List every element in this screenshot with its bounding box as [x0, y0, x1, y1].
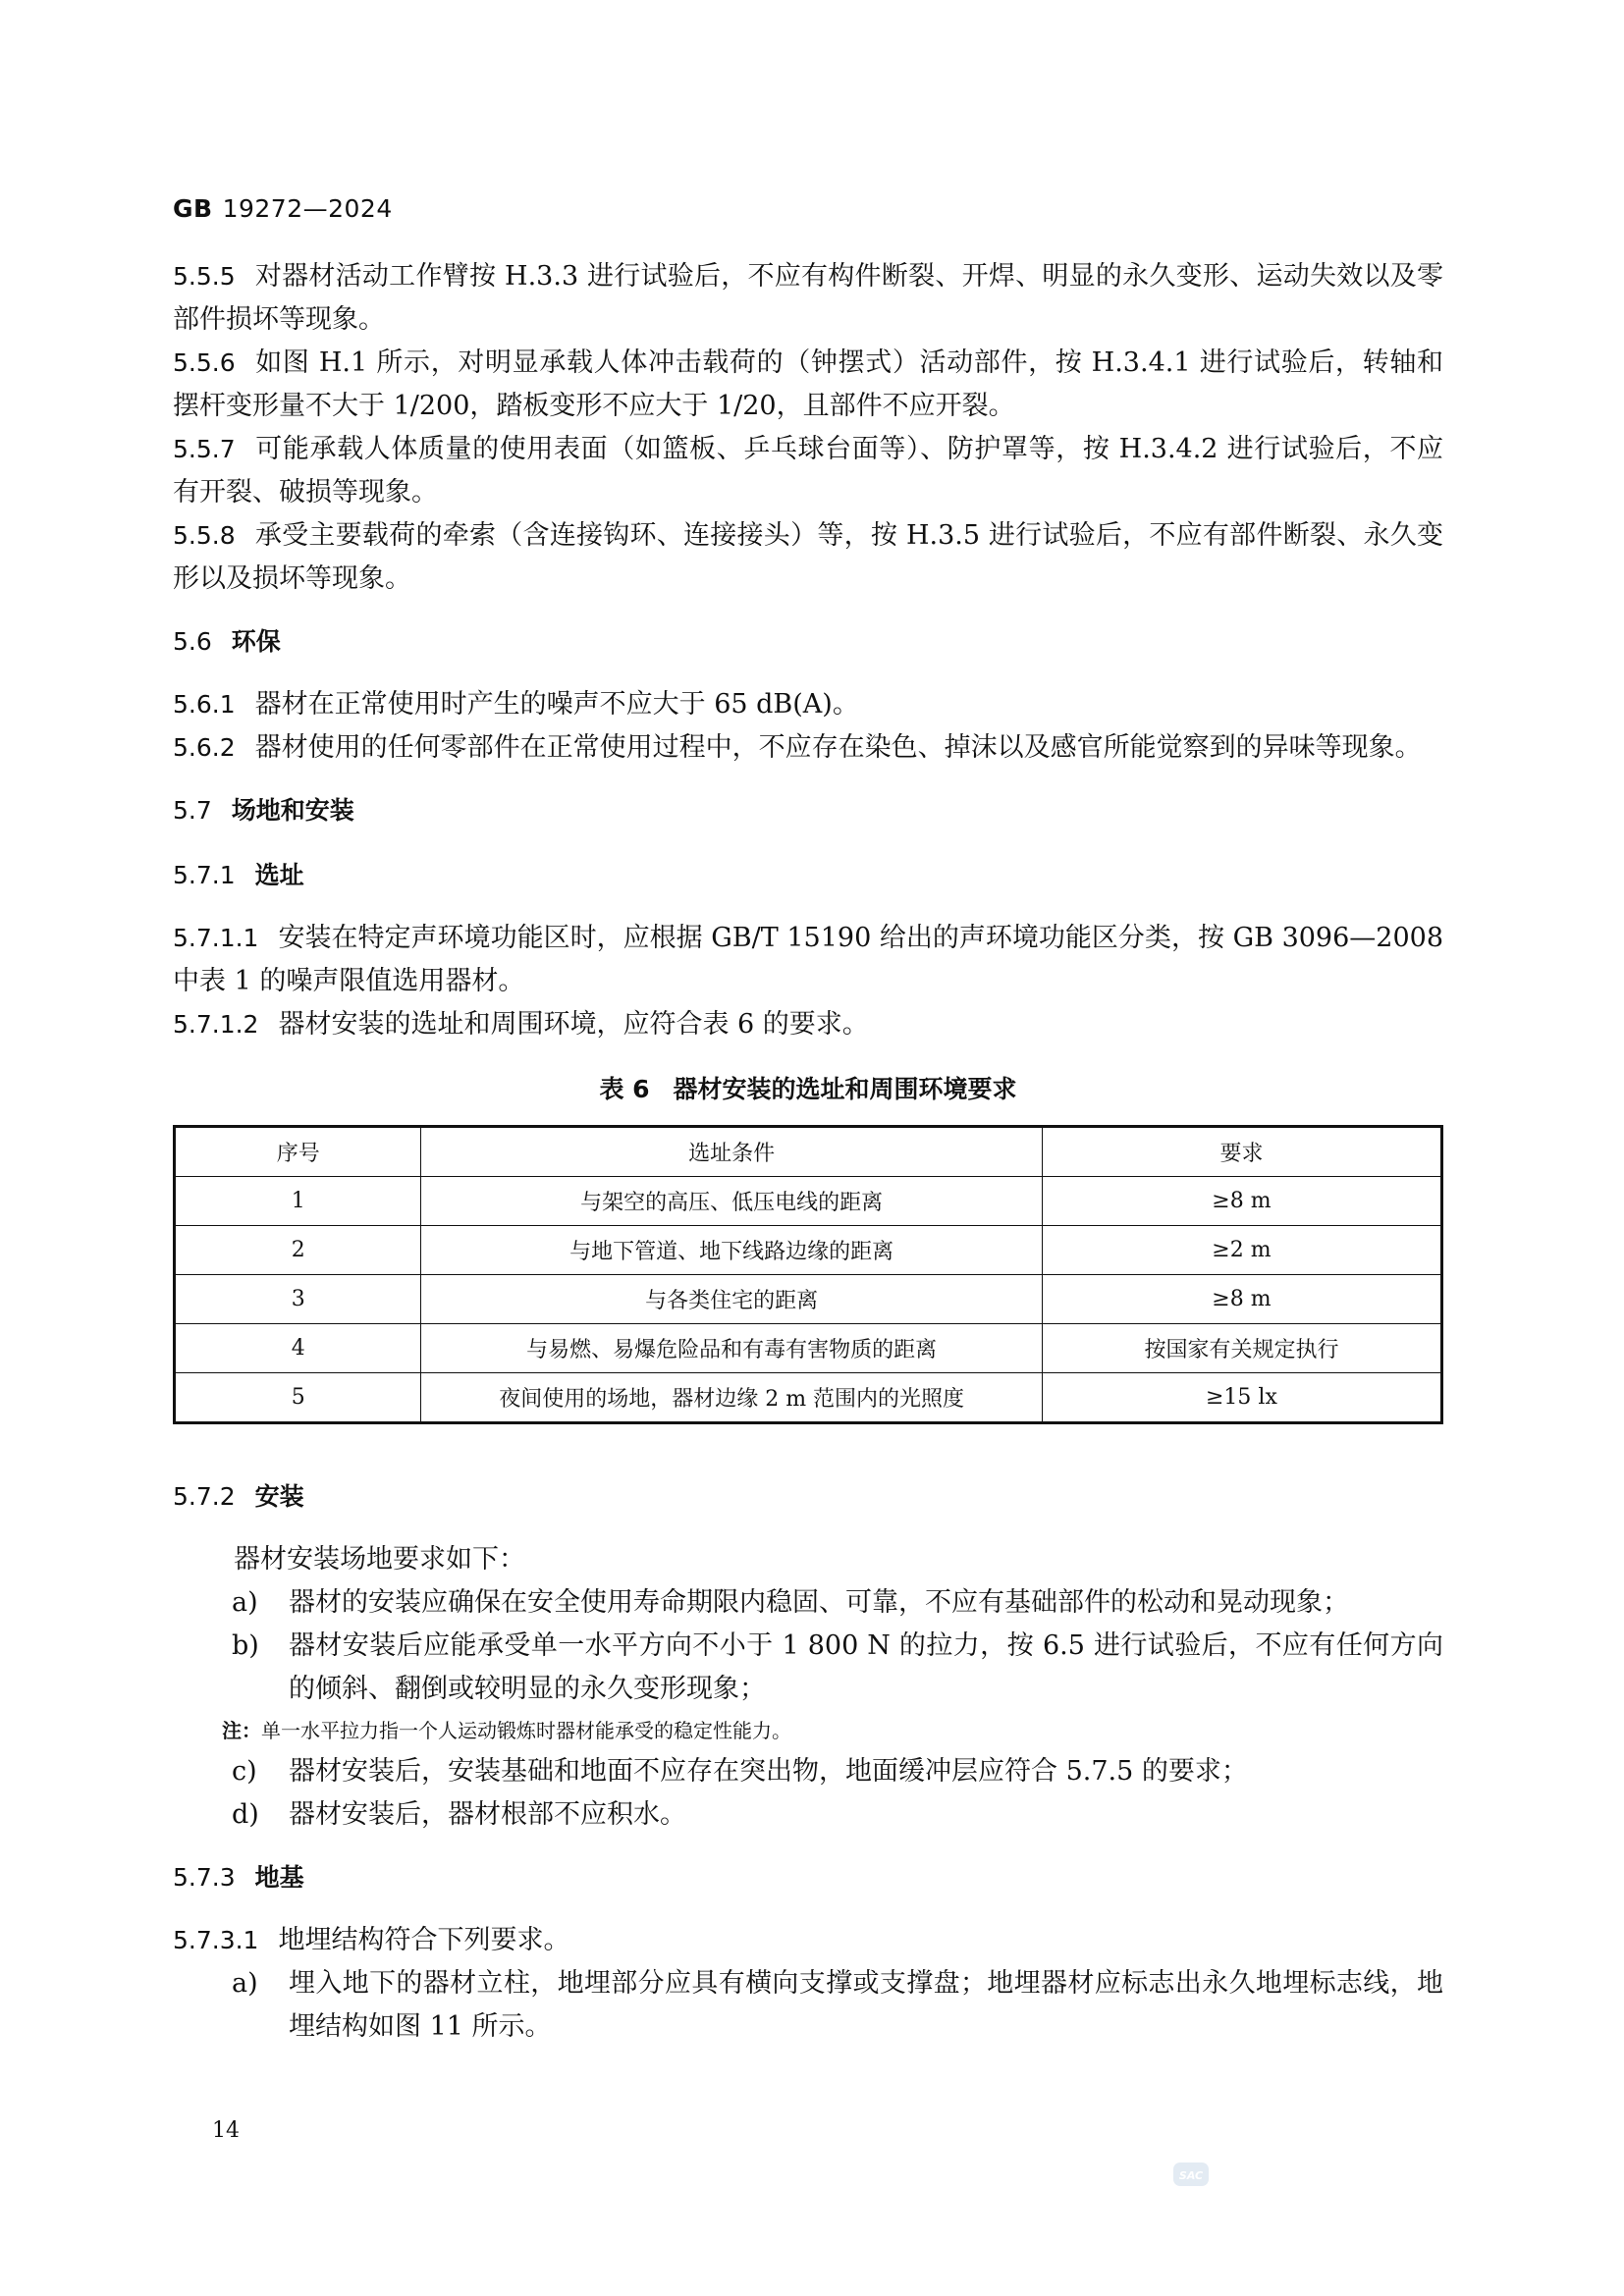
standard-prefix: GB — [173, 194, 213, 223]
table-row — [175, 1275, 1442, 1324]
table-cell: 夜间使用的场地，器材边缘 2 m 范围内的光照度 — [421, 1373, 1042, 1423]
section-5-7-2-heading: 5.7.2 安装 — [173, 1482, 304, 1511]
clause-5-5-5: 5.5.5 对器材活动工作臂按 H.3.3 进行试验后，不应有构件断裂、开焊、明显的永久变形、运动失效以及零部件损坏等现象。 — [173, 261, 1443, 335]
table-6-caption: 表 6 器材安装的选址和周围环境要求 — [599, 1075, 1017, 1103]
table-cell: 与地下管道、地下线路边缘的距离 — [421, 1226, 1042, 1275]
table-cell: ≥8 m — [1042, 1275, 1441, 1324]
table-cell: 按国家有关规定执行 — [1042, 1324, 1441, 1373]
clause-5-5-6: 5.5.6 如图 H.1 所示，对明显承载人体冲击载荷的（钟摆式）活动部件，按 H.3.4.1 进行试验后，转轴和摆杆变形量不大于 1/200，踏板变形不应大于 1/20，且部件不应开裂。 — [173, 347, 1443, 421]
table-cell: ≥2 m — [1042, 1226, 1441, 1275]
install-note: 注：单一水平拉力指一个人运动锻炼时器材能承受的稳定性能力。 — [222, 1719, 791, 1742]
clause-5-6-1: 5.6.1 器材在正常使用时产生的噪声不应大于 65 dB(A)。 — [173, 689, 859, 720]
table-cell: 与架空的高压、低压电线的距离 — [421, 1177, 1042, 1226]
standard-code: 19272—2024 — [222, 194, 393, 223]
section-5-7-heading: 5.7 场地和安装 — [173, 796, 354, 825]
table-cell: 4 — [175, 1324, 421, 1373]
clause-5-7-1-1: 5.7.1.1 安装在特定声环境功能区时，应根据 GB/T 15190 给出的声环境功能区分类，按 GB 3096—2008 中表 1 的噪声限值选用器材。 — [173, 923, 1443, 996]
install-intro: 器材安装场地要求如下： — [234, 1544, 525, 1575]
clause-5-6-2: 5.6.2 器材使用的任何零部件在正常使用过程中，不应存在染色、掉沫以及感官所能觉察到的异味等现象。 — [173, 732, 1422, 763]
list-item-b: b) 器材安装后应能承受单一水平方向不小于 1 800 N 的拉力，按 6.5 进行试验后，不应有任何方向的倾斜、翻倒或较明显的永久变形现象； — [232, 1630, 1443, 1704]
table-row — [175, 1373, 1442, 1423]
list-item-ground-a: a) 埋入地下的器材立柱，地埋部分应具有横向支撑或支撑盘；地埋器材应标志出永久地埋标志线，地埋结构如图 11 所示。 — [232, 1968, 1443, 2042]
page-content — [173, 255, 1443, 2049]
table-cell: 5 — [175, 1373, 421, 1423]
clause-5-5-7: 5.5.7 可能承载人体质量的使用表面（如篮板、乒乓球台面等）、防护罩等，按 H.3.4.2 进行试验后，不应有开裂、破损等现象。 — [173, 434, 1443, 507]
section-5-7-1-heading: 5.7.1 选址 — [173, 861, 304, 889]
page-number: 14 — [212, 2118, 240, 2143]
list-item-d: d) 器材安装后，器材根部不应积水。 — [232, 1799, 686, 1830]
clause-5-7-1-2: 5.7.1.2 器材安装的选址和周围环境，应符合表 6 的要求。 — [173, 1009, 869, 1040]
list-item-a: a) 器材的安装应确保在安全使用寿命期限内稳固、可靠，不应有基础部件的松动和晃动现象； — [232, 1587, 1349, 1618]
table-cell: ≥15 lx — [1042, 1373, 1441, 1423]
table-cell: 1 — [175, 1177, 421, 1226]
table-header-cell: 序号 — [175, 1127, 421, 1177]
list-item-c: c) 器材安装后，安装基础和地面不应存在突出物，地面缓冲层应符合 5.7.5 的要求； — [232, 1756, 1248, 1787]
table-row — [175, 1226, 1442, 1275]
table-cell: 2 — [175, 1226, 421, 1275]
table-header-cell: 要求 — [1042, 1127, 1441, 1177]
table-cell: 3 — [175, 1275, 421, 1324]
table-header-row — [175, 1127, 1442, 1177]
clause-5-5-8: 5.5.8 承受主要载荷的牵索（含连接钩环、连接接头）等，按 H.3.5 进行试验后，不应有部件断裂、永久变形以及损坏等现象。 — [173, 520, 1443, 594]
svg-text:SAC: SAC — [1178, 2169, 1204, 2182]
table-header-cell: 选址条件 — [421, 1127, 1042, 1177]
table-6 — [173, 1125, 1443, 1424]
clause-5-7-3-1: 5.7.3.1 地埋结构符合下列要求。 — [173, 1925, 570, 1955]
table-row — [175, 1177, 1442, 1226]
section-5-7-3-heading: 5.7.3 地基 — [173, 1863, 304, 1892]
sac-logo-icon — [1171, 2160, 1211, 2189]
table-cell: ≥8 m — [1042, 1177, 1441, 1226]
document-header — [173, 194, 393, 223]
table-cell: 与各类住宅的距离 — [421, 1275, 1042, 1324]
section-5-6-heading: 5.6 环保 — [173, 627, 281, 656]
table-row — [175, 1324, 1442, 1373]
table-cell: 与易燃、易爆危险品和有毒有害物质的距离 — [421, 1324, 1042, 1373]
